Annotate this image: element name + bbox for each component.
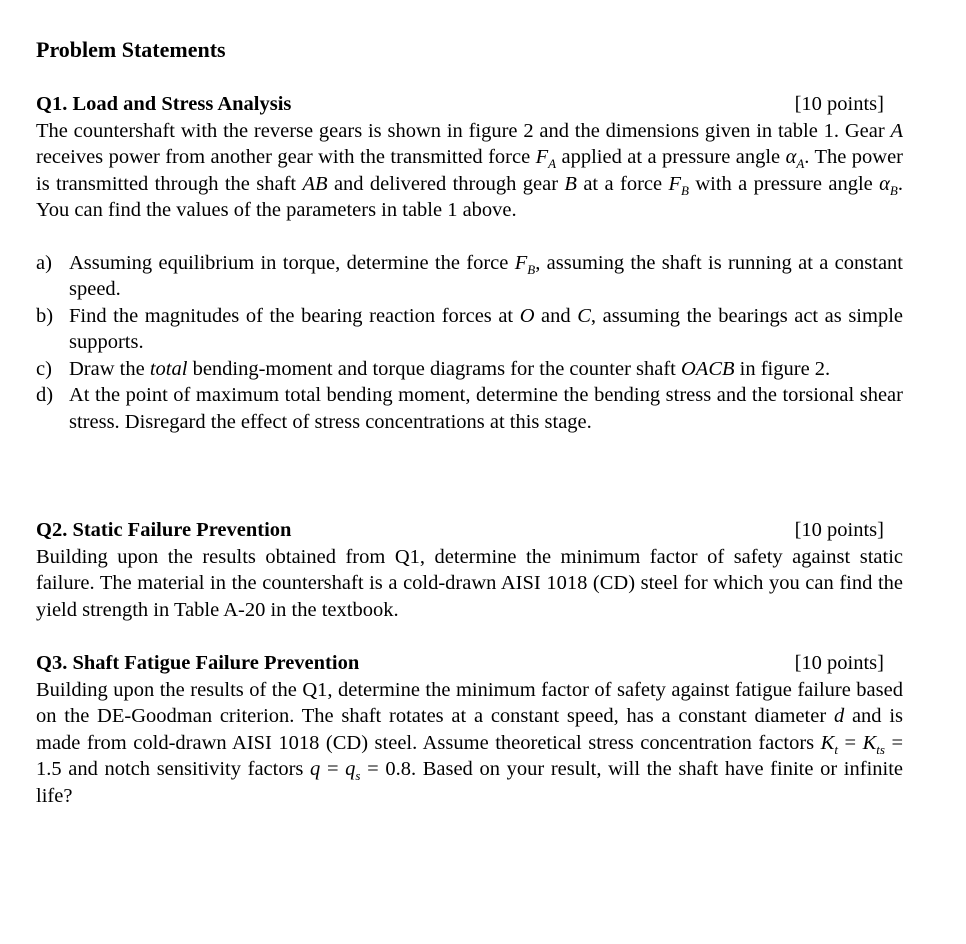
question-2 (36, 517, 903, 623)
question-1-parts (36, 250, 903, 436)
part-b-text: Find the magnitudes of the bearing reaction forces at O and C, assuming the bearings act as simple supports. (69, 304, 903, 353)
question-1 (36, 91, 903, 435)
list-item (36, 382, 903, 435)
question-3-points: [10 points] (794, 652, 884, 674)
question-2-header (36, 517, 884, 544)
part-a-text: Assuming equilibrium in torque, determine the force $F_B$, assuming the shaft is running at a constant speed. (69, 251, 903, 300)
question-3-title: Q3. Shaft Fatigue Failure Prevention (36, 652, 360, 674)
list-item (36, 356, 903, 383)
question-1-header (36, 91, 884, 118)
question-2-text: Building upon the results obtained from Q1, determine the minimum factor of safety against static failure. The material in the countershaft is a cold-drawn AISI 1018 (CD) steel for which you can find the yield strength in Table A-20 in the textbook. (36, 545, 903, 621)
question-3 (36, 650, 903, 809)
question-1-points: [10 points] (794, 93, 884, 115)
question-3-header (36, 650, 884, 677)
list-item (36, 250, 903, 303)
question-3-text: Building upon the results of the Q1, determine the minimum factor of safety against fatigue failure based on the DE-Goodman criterion. The shaft rotates at a constant speed, has a constant diameter d and is made from cold-drawn AISI 1018 (CD) steel. Assume theoretical stress concentration factors $K_t = K_{ts} = 1.5$ and notch sensitivity factors $q = q_s = 0.8$. Based on your result, will the shaft have finite or infinite life? (36, 678, 904, 807)
part-marker: a) (36, 251, 52, 274)
page-title: Problem Statements (36, 37, 226, 62)
list-item (36, 303, 903, 356)
part-marker: d) (36, 384, 54, 406)
question-1-title: Q1. Load and Stress Analysis (36, 93, 292, 115)
part-c-text: Draw the total bending-moment and torque diagrams for the counter shaft OACB in figure 2. (69, 357, 831, 380)
question-1-intro: The countershaft with the reverse gears is shown in figure 2 and the dimensions given in table 1. Gear A receives power from another gear with the transmitted force $F_A$ applied at a pressure angle $\alpha_A$. The power is transmitted through the shaft AB and delivered through gear B at a force $F_B$ with a pressure angle $\alpha_B$. You can find the values of the parameters in table 1 above. (36, 119, 904, 221)
question-2-title: Q2. Static Failure Prevention (36, 519, 292, 541)
part-marker: b) (36, 304, 54, 327)
question-2-points: [10 points] (794, 519, 884, 541)
part-d-text: At the point of maximum total bending moment, determine the bending stress and the torsional shear stress. Disregard the effect of stress concentrations at this stage. (69, 384, 903, 433)
part-marker: c) (36, 357, 52, 380)
